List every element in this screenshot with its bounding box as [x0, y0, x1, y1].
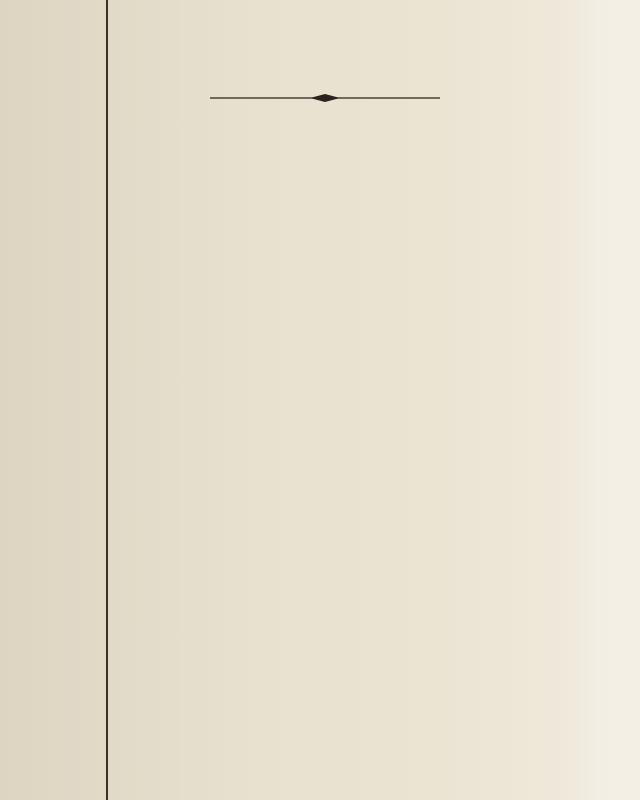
column-rule	[106, 0, 108, 800]
left-column	[0, 0, 100, 800]
section-divider-ornament	[210, 93, 440, 103]
page-margin	[566, 0, 640, 800]
